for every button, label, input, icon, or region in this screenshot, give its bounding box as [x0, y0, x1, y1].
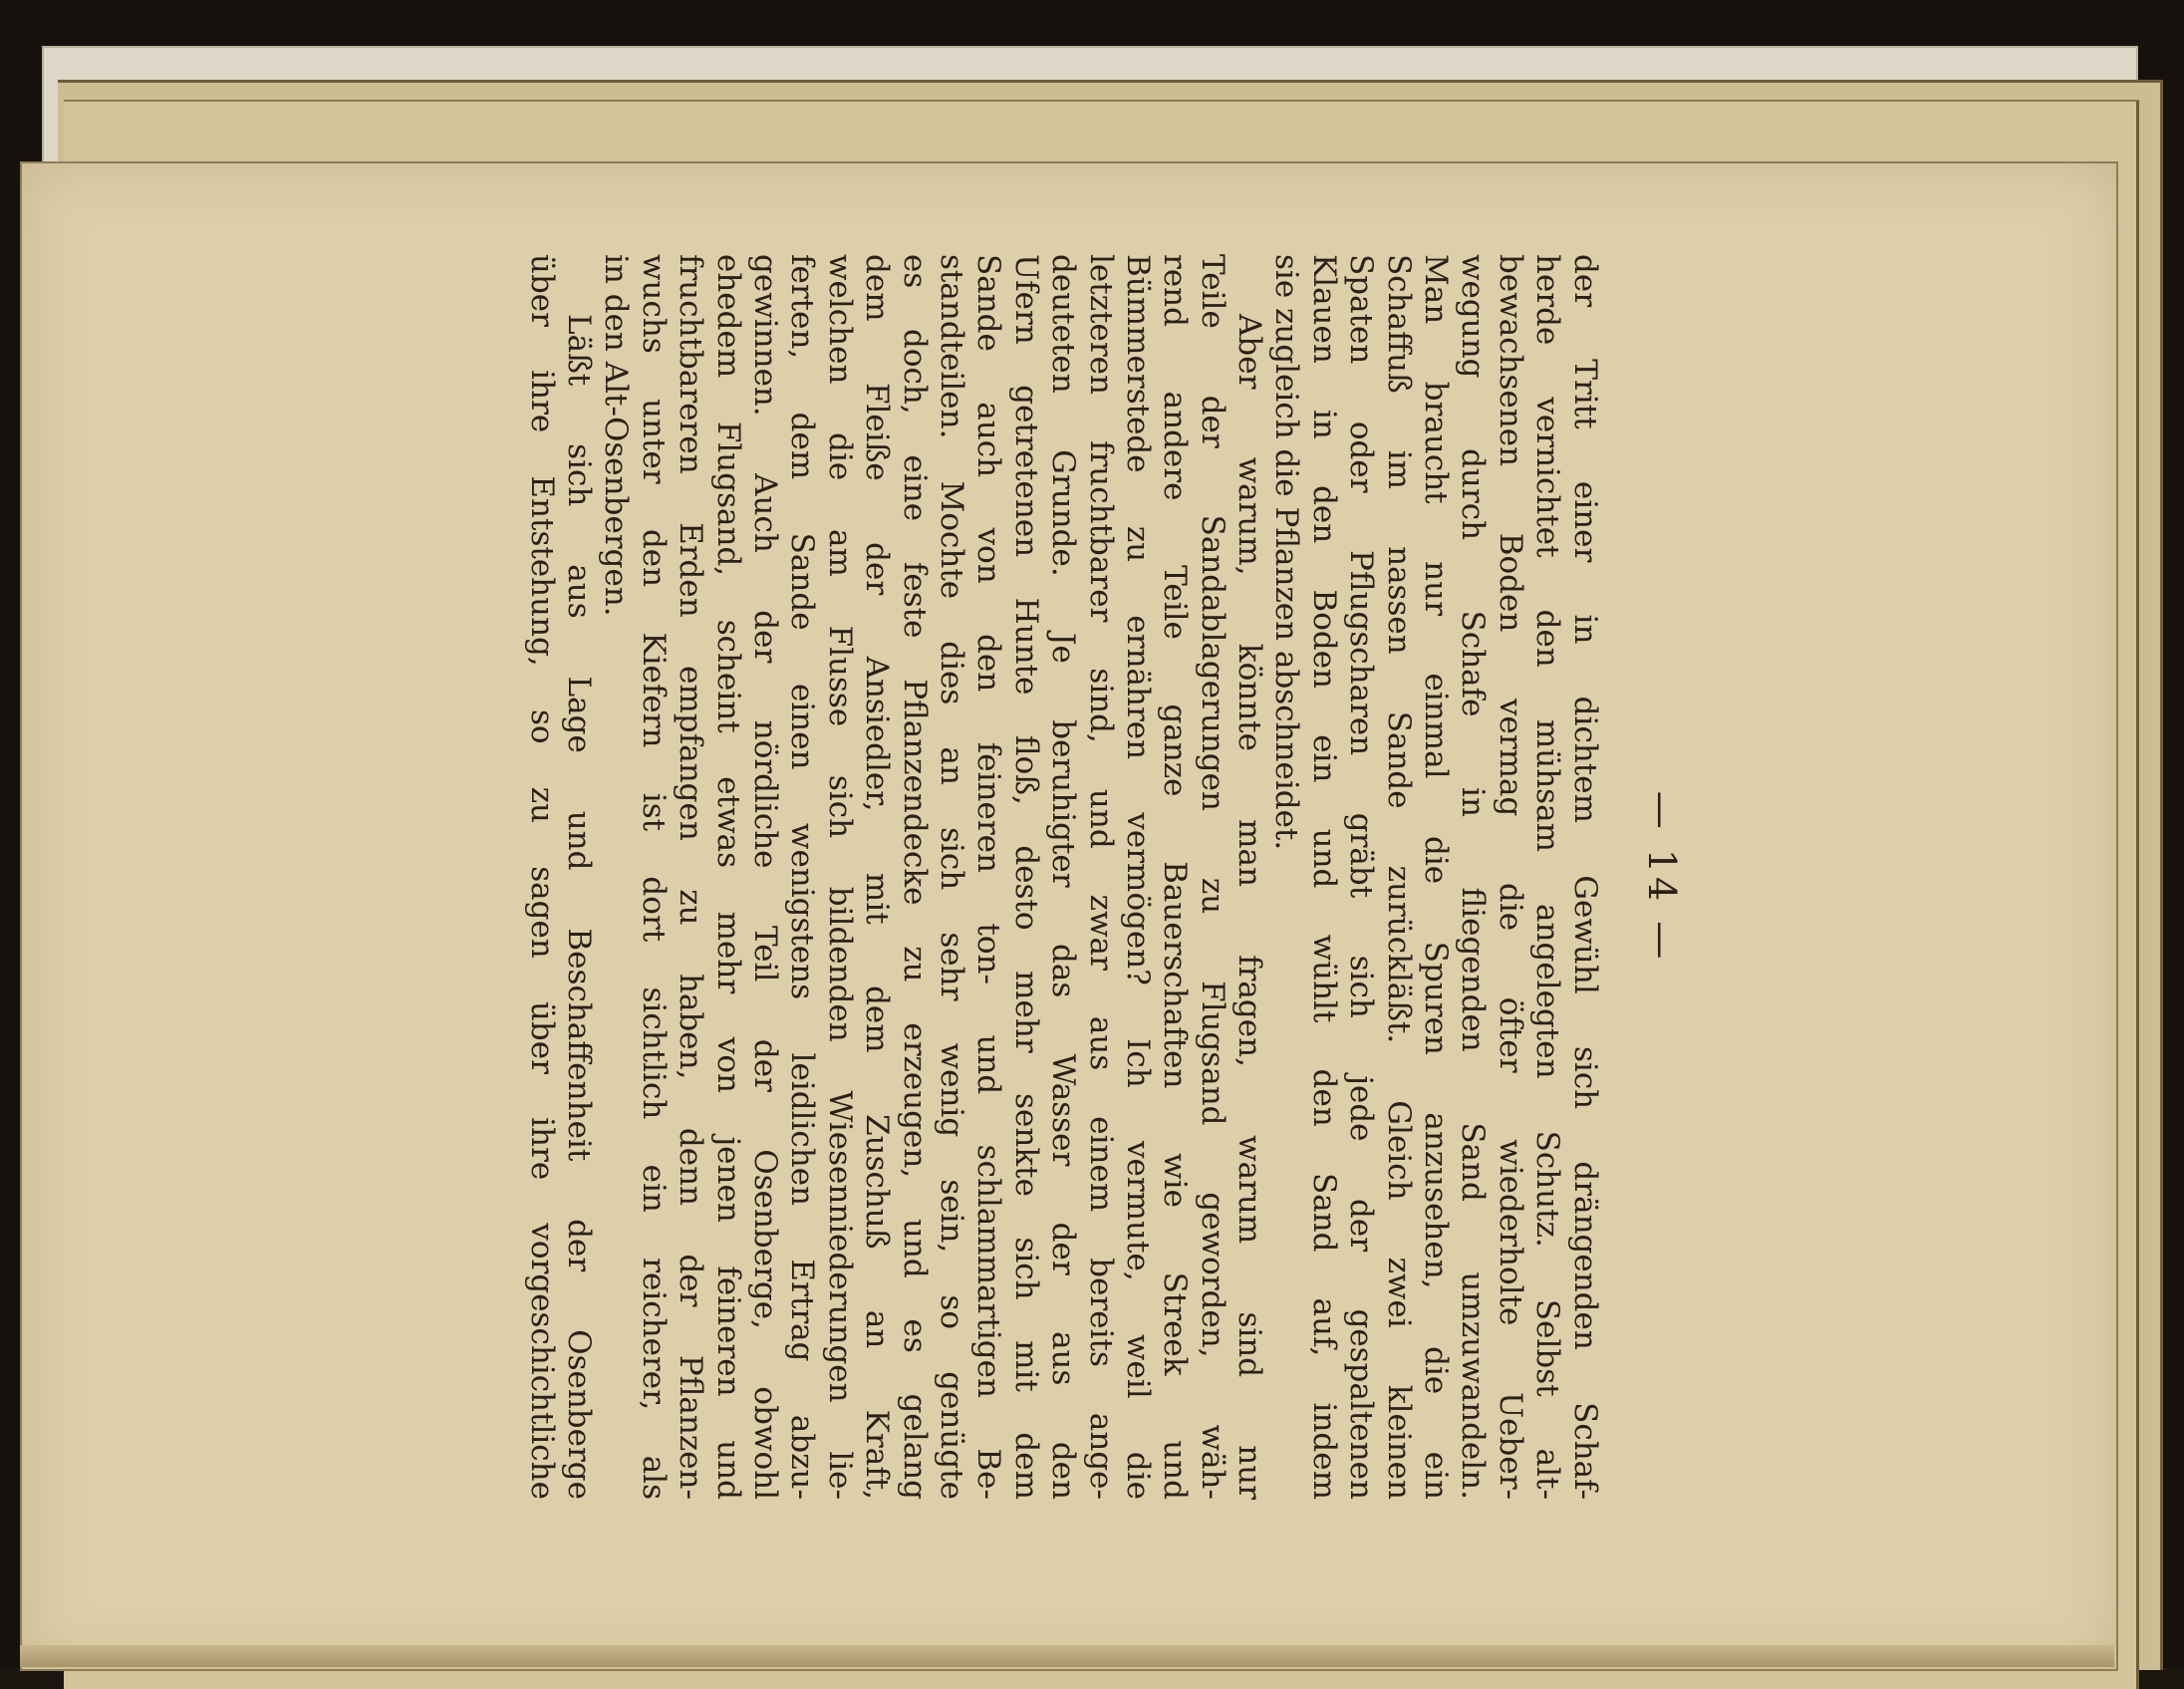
text-line: Klauen in den Boden ein und wühlt den Sand auf, indem [1305, 254, 1342, 1500]
text-line: welchen die am Flusse sich bildenden Wiesenniederungen lie- [821, 254, 858, 1500]
body-text [522, 254, 1602, 1500]
text-line: in den Alt-Osenbergen. [598, 254, 635, 617]
text-line: Läßt sich aus Lage und Beschaffenheit der Osenberge [560, 314, 597, 1500]
text-line: bewachsenen Boden vermag die öfter wiederholte Ueber- [1492, 254, 1528, 1500]
page-text [522, 254, 1684, 1500]
text-line: standteilen. Mochte dies an sich sehr wenig sein, so genügte [933, 254, 969, 1500]
text-line: herde vernichtet den mühsam angelegten Schutz. Selbst alt- [1529, 254, 1566, 1500]
text-line: Man braucht nur einmal die Spuren anzusehen, die ein [1417, 254, 1454, 1500]
page-gutter [20, 1645, 2114, 1667]
text-line: ferten, dem Sande einen wenigstens leidlichen Ertrag abzu- [784, 254, 821, 1500]
text-line: der Tritt einer in dichtem Gewühl sich drängenden Schaf- [1566, 254, 1603, 1500]
text-line: letzteren fruchtbarer sind, und zwar aus einem bereits ange- [1082, 254, 1119, 1500]
text-line: dem Fleiße der Ansiedler, mit dem Zuschuß an Kraft, [859, 254, 896, 1500]
text-line: sie zugleich die Pflanzen abschneidet. [1268, 254, 1305, 851]
text-line: wegung durch Schafe in fliegenden Sand umzuwandeln. [1455, 254, 1492, 1500]
text-line: Ufern getretenen Hunte floß, desto mehr senkte sich mit dem [1007, 254, 1044, 1500]
text-line: Spaten oder Pflugscharen gräbt sich jede der gespaltenen [1343, 254, 1380, 1500]
text-line: Bümmerstede zu ernähren vermögen? Ich vermute, weil die [1119, 254, 1156, 1500]
text-line: ehedem Flugsand, scheint etwas mehr von jenen feineren und [709, 254, 746, 1500]
text-line: Sande auch von den feineren ton- und schlammartigen Be- [970, 254, 1007, 1500]
text-line: rend andere Teile ganze Bauerschaften wie Streek und [1157, 254, 1194, 1500]
text-line: Teile der Sandablagerungen zu Flugsand geworden, wäh- [1194, 254, 1230, 1500]
text-line: deuteten Grunde. Je beruhigter das Wasser der aus den [1044, 254, 1081, 1500]
page-number: — 14 — [1639, 790, 1684, 964]
text-line: gewinnen. Auch der nördliche Teil der Osenberge, obwohl [746, 254, 783, 1500]
text-line: wuchs unter den Kiefern ist dort sichtlich ein reicherer, als [635, 254, 672, 1500]
text-line: es doch, eine feste Pflanzendecke zu erzeugen, und es gelang [896, 254, 933, 1500]
text-line: fruchtbareren Erden empfangen zu haben, denn der Pflanzen- [673, 254, 709, 1500]
text-line: Schaffuß im nassen Sande zurückläßt. Gleich zwei kleinen [1380, 254, 1417, 1500]
text-line: Aber warum, könnte man fragen, warum sind nur [1230, 314, 1267, 1500]
text-line: über ihre Entstehung, so zu sagen über ihre vorgeschichtliche [523, 254, 560, 1500]
